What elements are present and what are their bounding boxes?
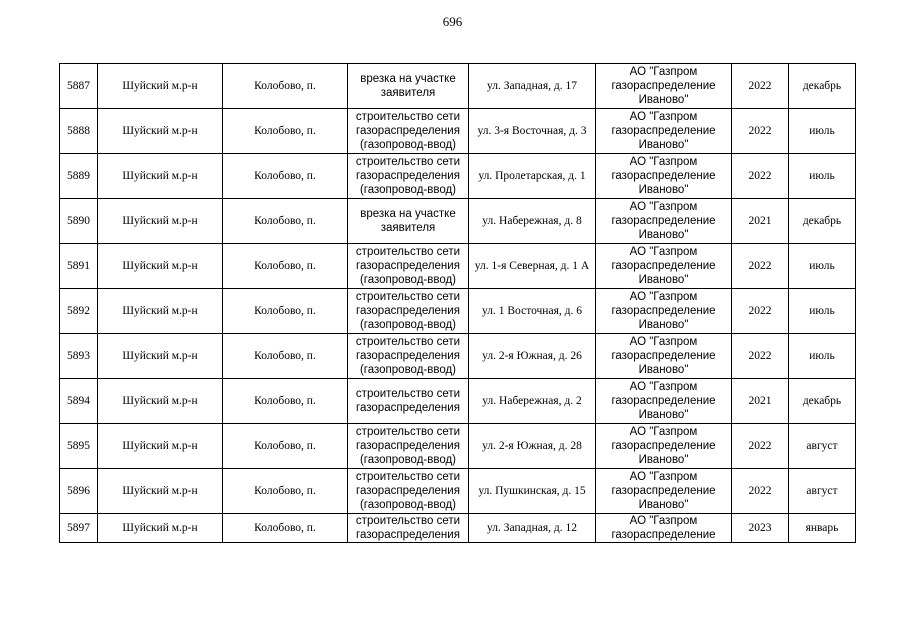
table-row (60, 514, 856, 543)
organization-cell: АО "Газпром газораспределение (596, 514, 732, 543)
month-cell: декабрь (789, 64, 856, 109)
district-cell: Шуйский м.р-н (98, 109, 223, 154)
row-id-cell: 5890 (60, 199, 98, 244)
month-cell: июль (789, 289, 856, 334)
district-cell: Шуйский м.р-н (98, 154, 223, 199)
locality-cell: Колобово, п. (223, 64, 348, 109)
row-id-cell: 5889 (60, 154, 98, 199)
year-cell: 2022 (732, 424, 789, 469)
page-number: 696 (442, 14, 463, 29)
work-type-cell: строительство сети газораспределения (газопровод-ввод) (348, 334, 469, 379)
year-cell: 2021 (732, 199, 789, 244)
year-cell: 2022 (732, 289, 789, 334)
month-cell: июль (789, 154, 856, 199)
locality-cell: Колобово, п. (223, 379, 348, 424)
organization-cell: АО "Газпром газораспределение Иваново" (596, 289, 732, 334)
row-id-cell: 5888 (60, 109, 98, 154)
address-cell: ул. 1 Восточная, д. 6 (469, 289, 596, 334)
district-cell: Шуйский м.р-н (98, 244, 223, 289)
organization-cell: АО "Газпром газораспределение Иваново" (596, 64, 732, 109)
month-cell: июль (789, 109, 856, 154)
work-type-cell: строительство сети газораспределения (348, 514, 469, 543)
district-cell: Шуйский м.р-н (98, 199, 223, 244)
month-cell: январь (789, 514, 856, 543)
locality-cell: Колобово, п. (223, 154, 348, 199)
address-cell: ул. 2-я Южная, д. 26 (469, 334, 596, 379)
organization-cell: АО "Газпром газораспределение Иваново" (596, 379, 732, 424)
row-id-cell: 5892 (60, 289, 98, 334)
locality-cell: Колобово, п. (223, 334, 348, 379)
year-cell: 2023 (732, 514, 789, 543)
table-row (60, 154, 856, 199)
table-row (60, 469, 856, 514)
row-id-cell: 5894 (60, 379, 98, 424)
month-cell: декабрь (789, 199, 856, 244)
table-row (60, 334, 856, 379)
address-cell: ул. Западная, д. 12 (469, 514, 596, 543)
month-cell: август (789, 469, 856, 514)
address-cell: ул. Пролетарская, д. 1 (469, 154, 596, 199)
district-cell: Шуйский м.р-н (98, 514, 223, 543)
address-cell: ул. Набережная, д. 8 (469, 199, 596, 244)
month-cell: август (789, 424, 856, 469)
address-cell: ул. Западная, д. 17 (469, 64, 596, 109)
work-type-cell: строительство сети газораспределения (газопровод-ввод) (348, 154, 469, 199)
work-type-cell: строительство сети газораспределения (газопровод-ввод) (348, 424, 469, 469)
organization-cell: АО "Газпром газораспределение Иваново" (596, 424, 732, 469)
row-id-cell: 5895 (60, 424, 98, 469)
organization-cell: АО "Газпром газораспределение Иваново" (596, 469, 732, 514)
district-cell: Шуйский м.р-н (98, 289, 223, 334)
locality-cell: Колобово, п. (223, 469, 348, 514)
table-row (60, 199, 856, 244)
work-type-cell: строительство сети газораспределения (348, 379, 469, 424)
year-cell: 2022 (732, 64, 789, 109)
year-cell: 2022 (732, 469, 789, 514)
work-type-cell: строительство сети газораспределения (газопровод-ввод) (348, 289, 469, 334)
table-row (60, 64, 856, 109)
locality-cell: Колобово, п. (223, 514, 348, 543)
row-id-cell: 5893 (60, 334, 98, 379)
year-cell: 2022 (732, 244, 789, 289)
organization-cell: АО "Газпром газораспределение Иваново" (596, 154, 732, 199)
month-cell: декабрь (789, 379, 856, 424)
organization-cell: АО "Газпром газораспределение Иваново" (596, 334, 732, 379)
row-id-cell: 5897 (60, 514, 98, 543)
work-type-cell: врезка на участке заявителя (348, 199, 469, 244)
address-cell: ул. Набережная, д. 2 (469, 379, 596, 424)
row-id-cell: 5891 (60, 244, 98, 289)
address-cell: ул. 2-я Южная, д. 28 (469, 424, 596, 469)
work-type-cell: строительство сети газораспределения (газопровод-ввод) (348, 244, 469, 289)
address-cell: ул. Пушкинская, д. 15 (469, 469, 596, 514)
work-type-cell: строительство сети газораспределения (газопровод-ввод) (348, 469, 469, 514)
row-id-cell: 5887 (60, 64, 98, 109)
locality-cell: Колобово, п. (223, 244, 348, 289)
organization-cell: АО "Газпром газораспределение Иваново" (596, 109, 732, 154)
work-type-cell: врезка на участке заявителя (348, 64, 469, 109)
district-cell: Шуйский м.р-н (98, 64, 223, 109)
locality-cell: Колобово, п. (223, 109, 348, 154)
month-cell: июль (789, 244, 856, 289)
data-table (59, 63, 856, 543)
year-cell: 2022 (732, 109, 789, 154)
address-cell: ул. 1-я Северная, д. 1 А (469, 244, 596, 289)
district-cell: Шуйский м.р-н (98, 424, 223, 469)
year-cell: 2021 (732, 379, 789, 424)
year-cell: 2022 (732, 154, 789, 199)
district-cell: Шуйский м.р-н (98, 379, 223, 424)
table-row (60, 289, 856, 334)
organization-cell: АО "Газпром газораспределение Иваново" (596, 199, 732, 244)
month-cell: июль (789, 334, 856, 379)
locality-cell: Колобово, п. (223, 289, 348, 334)
table-row (60, 109, 856, 154)
district-cell: Шуйский м.р-н (98, 334, 223, 379)
organization-cell: АО "Газпром газораспределение Иваново" (596, 244, 732, 289)
address-cell: ул. 3-я Восточная, д. 3 (469, 109, 596, 154)
row-id-cell: 5896 (60, 469, 98, 514)
locality-cell: Колобово, п. (223, 199, 348, 244)
district-cell: Шуйский м.р-н (98, 469, 223, 514)
table-row (60, 379, 856, 424)
work-type-cell: строительство сети газораспределения (газопровод-ввод) (348, 109, 469, 154)
year-cell: 2022 (732, 334, 789, 379)
locality-cell: Колобово, п. (223, 424, 348, 469)
table-row (60, 424, 856, 469)
table-row (60, 244, 856, 289)
